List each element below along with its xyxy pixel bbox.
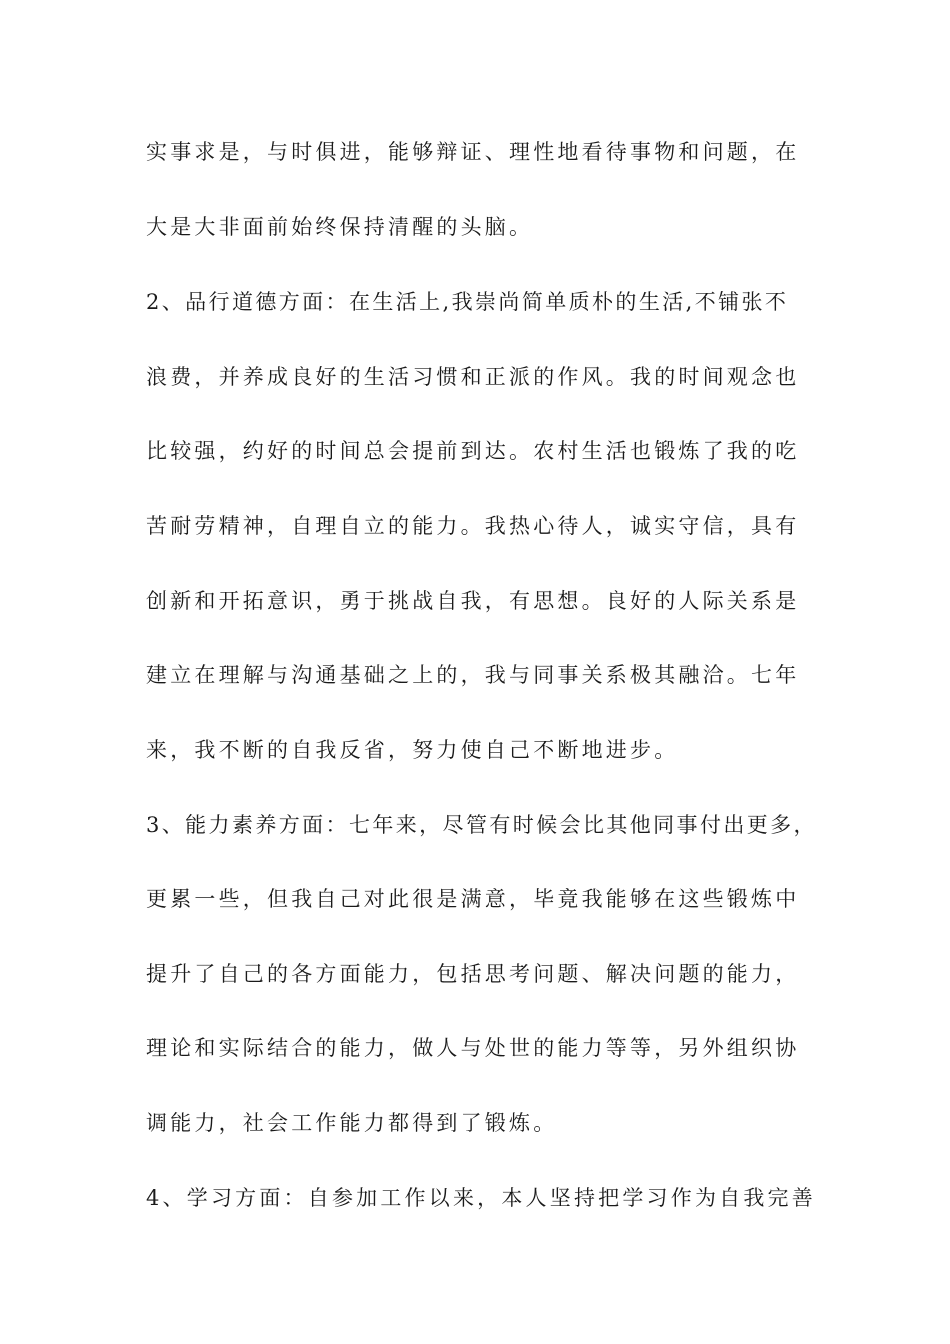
text-line-7: 创新和开拓意识，勇于挑战自我，有思想。良好的人际关系是	[146, 589, 800, 613]
text-line-15: 4、学习方面：自参加工作以来，本人坚持把学习作为自我完善	[146, 1186, 816, 1210]
text-line-8: 建立在理解与沟通基础之上的，我与同事关系极其融洽。七年	[146, 663, 800, 687]
text-line-10: 3、能力素养方面：七年来，尽管有时候会比其他同事付出更多，	[146, 813, 817, 837]
text-line-14: 调能力，社会工作能力都得到了锻炼。	[146, 1111, 558, 1135]
text-line-9: 来，我不断的自我反省，努力使自己不断地进步。	[146, 738, 679, 762]
text-line-3: 2、品行道德方面：在生活上,我崇尚简单质朴的生活,不铺张不	[146, 290, 789, 314]
text-line-4: 浪费，并养成良好的生活习惯和正派的作风。我的时间观念也	[146, 365, 800, 389]
text-line-5: 比较强，约好的时间总会提前到达。农村生活也锻炼了我的吃	[146, 439, 800, 463]
text-line-12: 提升了自己的各方面能力，包括思考问题、解决问题的能力，	[146, 962, 800, 986]
text-line-1: 实事求是，与时俱进，能够辩证、理性地看待事物和问题，在	[146, 140, 800, 164]
text-line-2: 大是大非面前始终保持清醒的头脑。	[146, 215, 534, 239]
text-line-6: 苦耐劳精神，自理自立的能力。我热心待人，诚实守信，具有	[146, 514, 800, 538]
text-line-11: 更累一些，但我自己对此很是满意，毕竟我能够在这些锻炼中	[146, 887, 800, 911]
text-line-13: 理论和实际结合的能力，做人与处世的能力等等，另外组织协	[146, 1036, 800, 1060]
